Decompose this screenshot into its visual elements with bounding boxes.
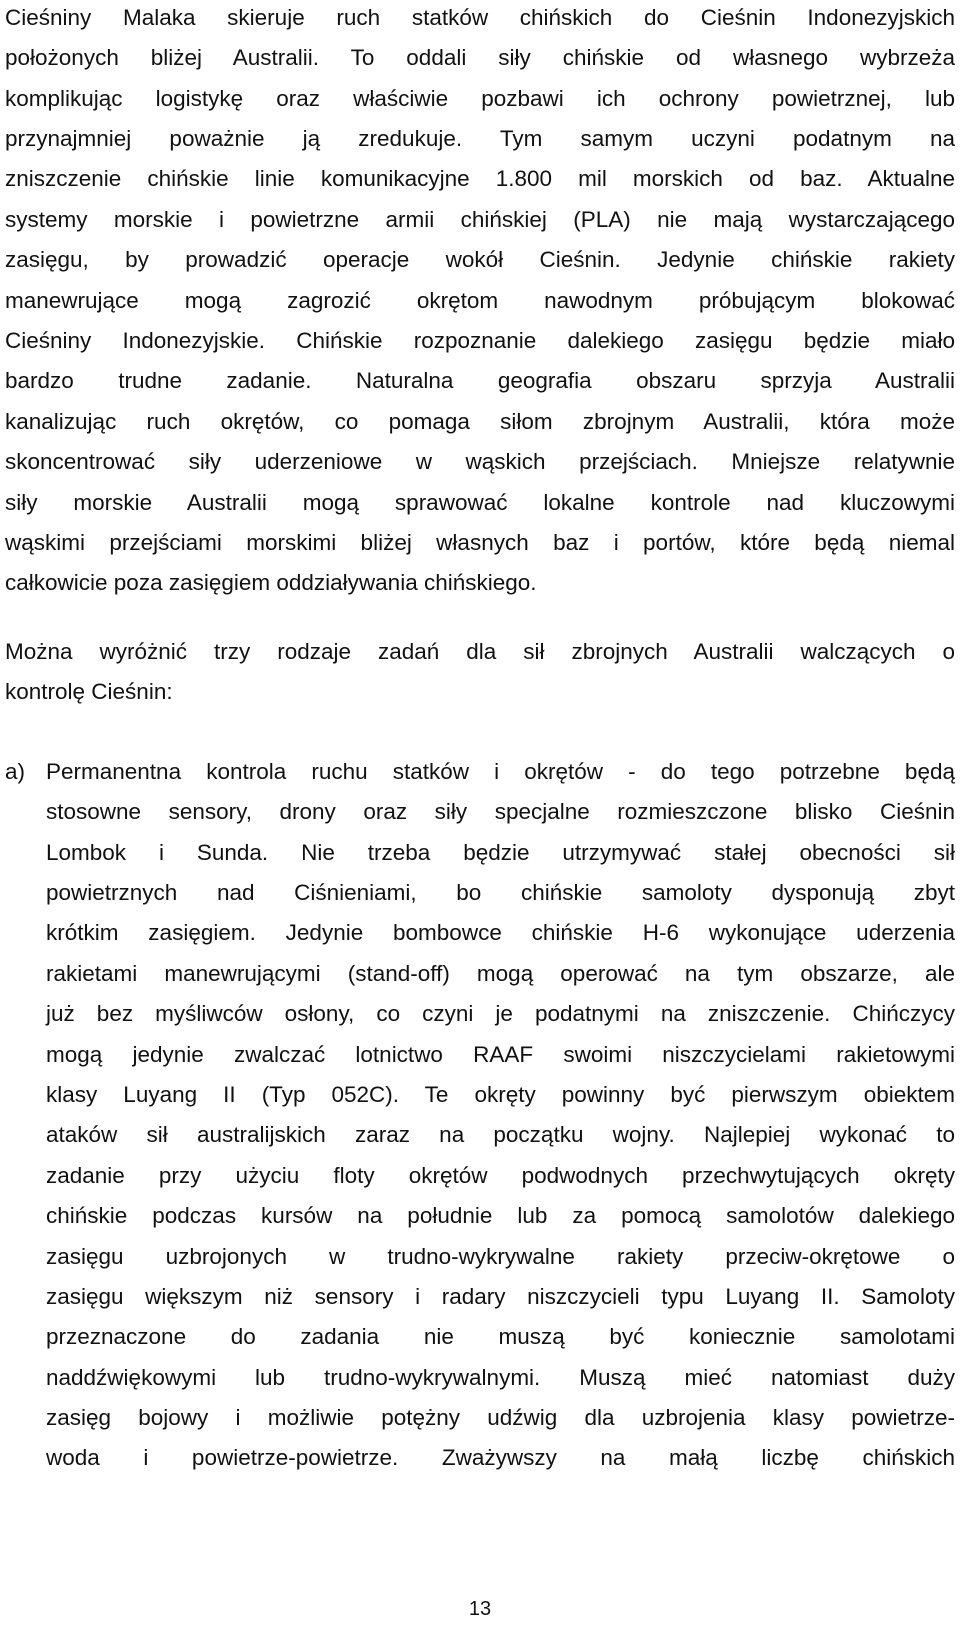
list-item-line: Permanentna kontrola ruchu statków i okrętów - do tego potrzebne będą [46,759,955,784]
list-item-line: mogą jedynie zwalczać lotnictwo RAAF swoimi niszczycielami rakietowymi [46,1042,955,1067]
paragraph-1-line: manewrujące mogą zagrozić okrętom nawodnym próbującym blokować [5,288,955,313]
list-item-line: klasy Luyang II (Typ 052C). Te okręty powinny być pierwszym obiektem [46,1082,955,1107]
paragraph-1-line: Cieśniny Malaka skieruje ruch statków chińskich do Cieśnin Indonezyjskich [5,5,955,30]
paragraph-1-line: bardzo trudne zadanie. Naturalna geografia obszaru sprzyja Australii [5,368,955,393]
paragraph-1-line: wąskimi przejściami morskimi bliżej własnych baz i portów, które będą niemal [5,530,955,555]
paragraph-1-line: zasięgu, by prowadzić operacje wokół Cieśnin. Jedynie chińskie rakiety [5,247,955,272]
paragraph-1-line: położonych bliżej Australii. To oddali siły chińskie od własnego wybrzeża [5,45,955,70]
paragraph-2-line: kontrolę Cieśnin: [5,679,173,704]
paragraph-1-line: kanalizując ruch okrętów, co pomaga siłom zbrojnym Australii, która może [5,409,955,434]
paragraph-1-line: komplikując logistykę oraz właściwie pozbawi ich ochrony powietrznej, lub [5,86,955,111]
list-item-line: zasięg bojowy i możliwie potężny udźwig dla uzbrojenia klasy powietrze- [46,1405,955,1430]
list-item-line: woda i powietrze-powietrze. Zważywszy na małą liczbę chińskich [46,1445,955,1470]
list-item-line: ataków sił australijskich zaraz na początku wojny. Najlepiej wykonać to [46,1122,955,1147]
list-item-line: krótkim zasięgiem. Jedynie bombowce chińskie H-6 wykonujące uderzenia [46,920,955,945]
paragraph-1-line: Cieśniny Indonezyjskie. Chińskie rozpoznanie dalekiego zasięgu będzie miało [5,328,955,353]
paragraph-1-line: całkowicie poza zasięgiem oddziaływania chińskiego. [5,570,537,595]
list-item-line: naddźwiękowymi lub trudno-wykrywalnymi. Muszą mieć natomiast duży [46,1365,955,1390]
list-item-line: zasięgu uzbrojonych w trudno-wykrywalne rakiety przeciw-okrętowe o [46,1244,955,1269]
list-marker: a) [5,759,26,784]
list-item-line: przeznaczone do zadania nie muszą być koniecznie samolotami [46,1324,955,1349]
paragraph-2-line: Można wyróżnić trzy rodzaje zadań dla sił zbrojnych Australii walczących o [5,639,955,664]
list-item-line: chińskie podczas kursów na południe lub za pomocą samolotów dalekiego [46,1203,955,1228]
list-item-line: rakietami manewrującymi (stand-off) mogą operować na tym obszarze, ale [46,961,955,986]
page-number: 13 [468,1598,492,1620]
paragraph-1-line: skoncentrować siły uderzeniowe w wąskich przejściach. Mniejsze relatywnie [5,449,955,474]
list-item-line: powietrznych nad Ciśnieniami, bo chińskie samoloty dysponują zbyt [46,880,955,905]
list-item-line: zasięgu większym niż sensory i radary niszczycieli typu Luyang II. Samoloty [46,1284,955,1309]
paragraph-1-line: systemy morskie i powietrzne armii chińskiej (PLA) nie mają wystarczającego [5,207,955,232]
paragraph-1-line: zniszczenie chińskie linie komunikacyjne 1.800 mil morskich od baz. Aktualne [5,166,955,191]
paragraph-1-line: siły morskie Australii mogą sprawować lokalne kontrole nad kluczowymi [5,490,955,515]
list-item-line: Lombok i Sunda. Nie trzeba będzie utrzymywać stałej obecności sił [46,840,955,865]
list-item-line: zadanie przy użyciu floty okrętów podwodnych przechwytujących okręty [46,1163,955,1188]
list-item-line: stosowne sensory, drony oraz siły specjalne rozmieszczone blisko Cieśnin [46,799,955,824]
paragraph-1-line: przynajmniej poważnie ją zredukuje. Tym samym uczyni podatnym na [5,126,955,151]
list-item-line: już bez myśliwców osłony, co czyni je podatnymi na zniszczenie. Chińczycy [46,1001,955,1026]
